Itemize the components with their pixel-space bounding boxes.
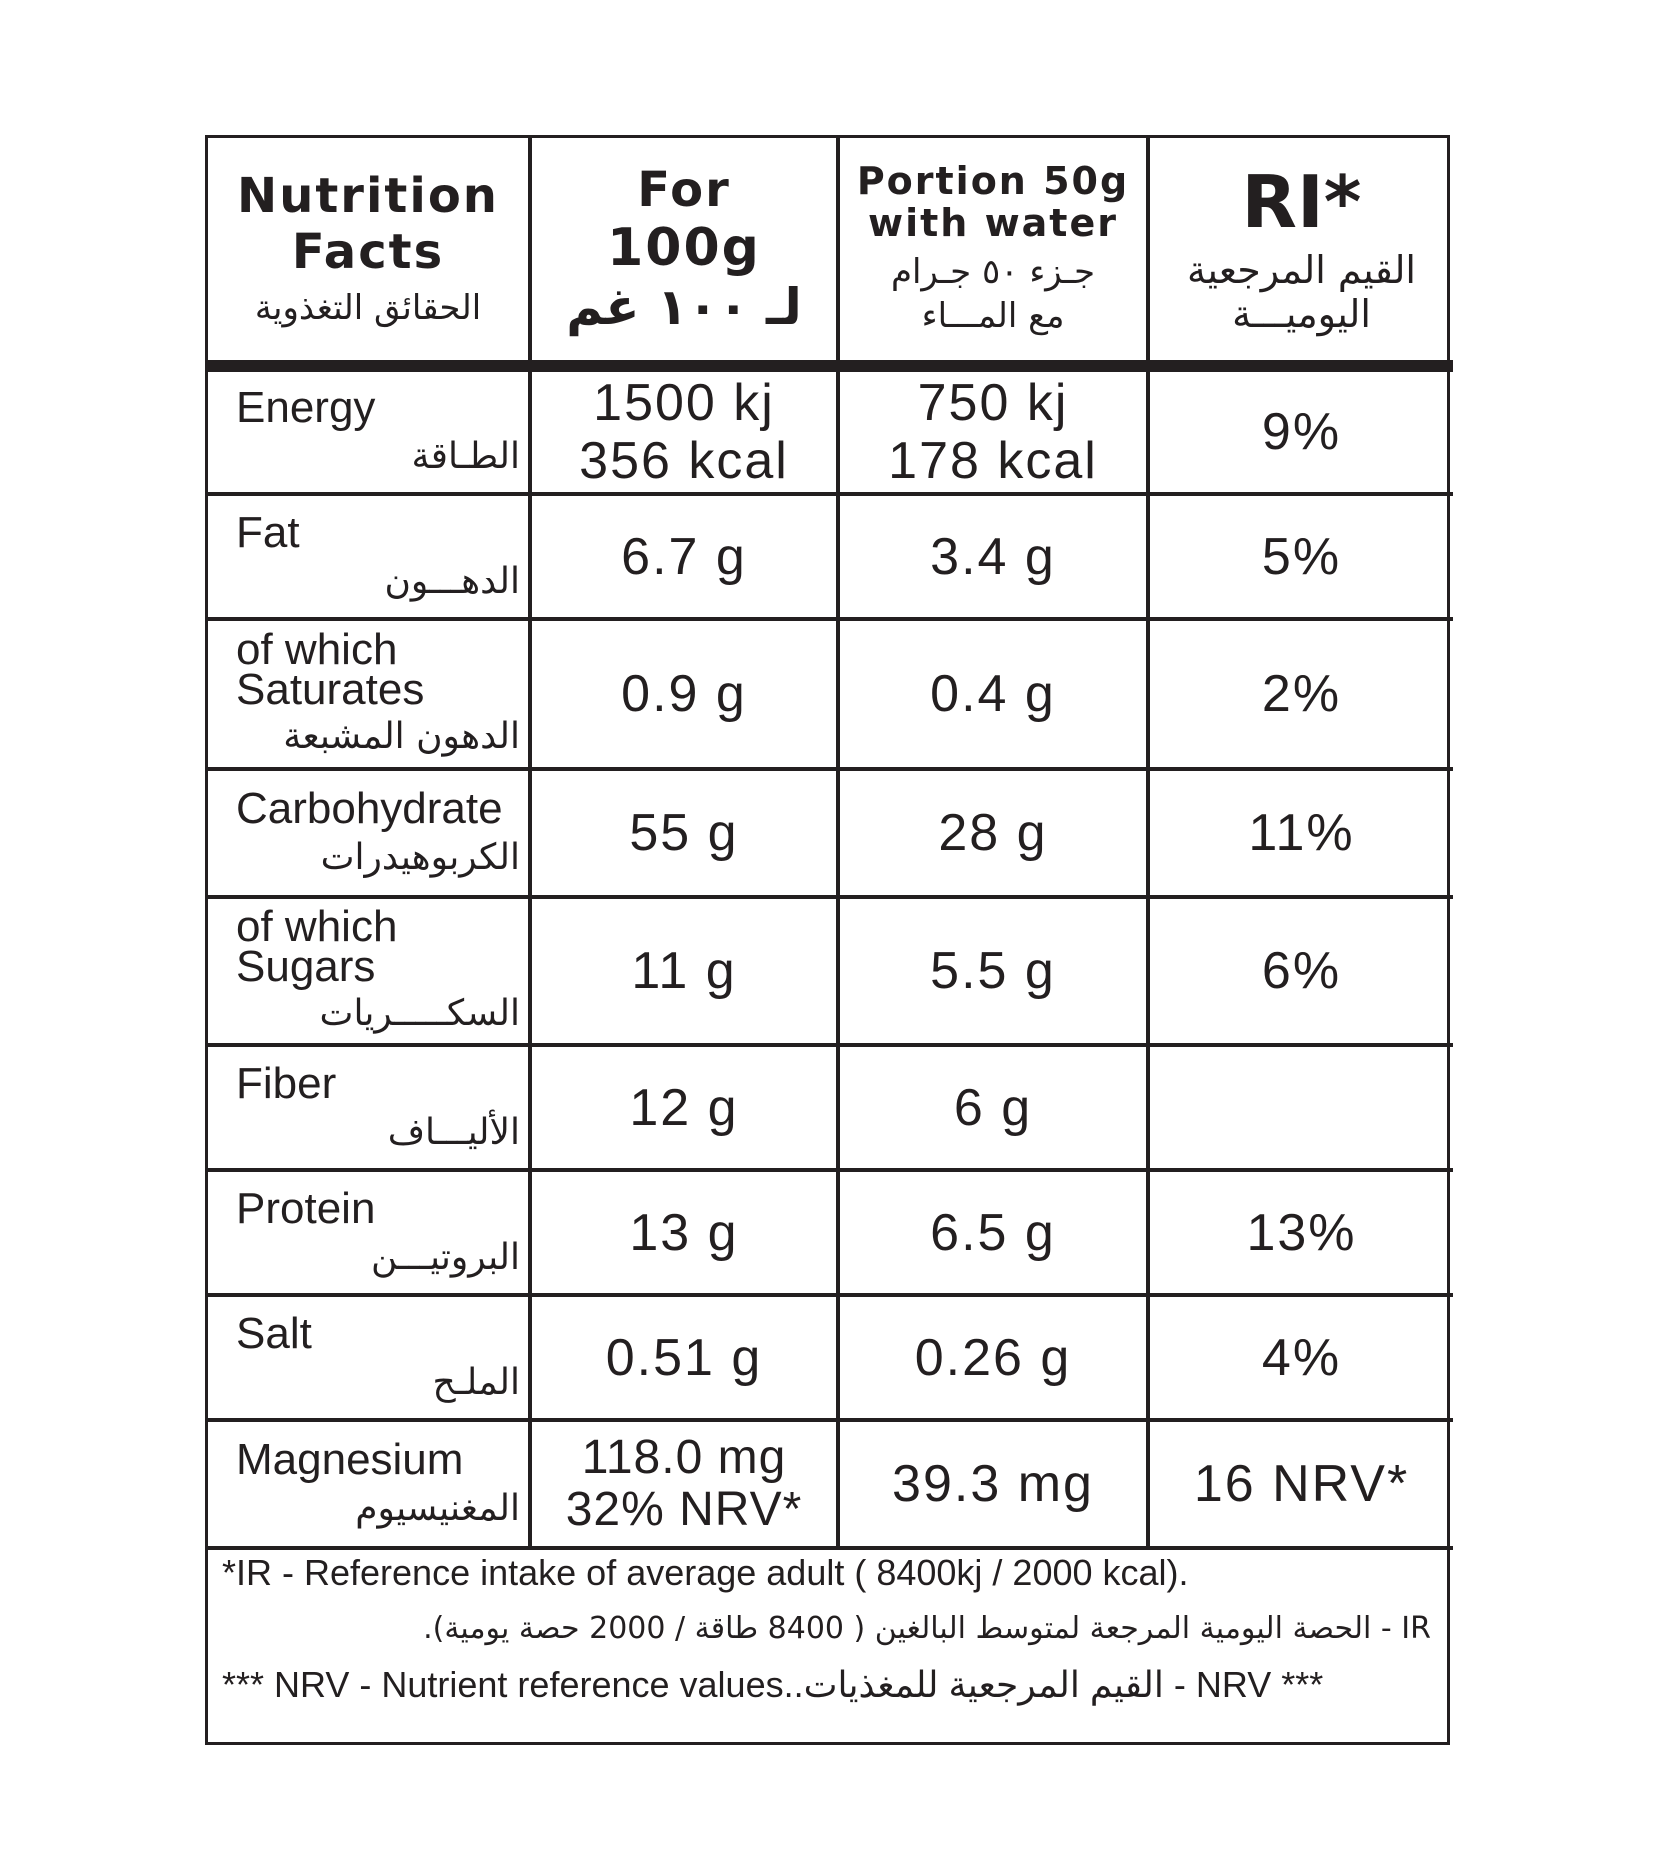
nutrient-name: Magnesium: [236, 1435, 464, 1484]
nutrient-name: Fat: [236, 507, 300, 557]
row-sugars: [208, 897, 1453, 1045]
nutrient-name: Carbohydrate: [236, 784, 503, 833]
per100-value: 6.7 g: [621, 527, 747, 586]
ri-value: 4%: [1261, 1328, 1342, 1387]
nutrient-name-cell: [208, 619, 530, 769]
header-title-line2: Facts: [291, 224, 445, 280]
nutrient-name-cell: [208, 1170, 530, 1295]
portion-value-cell: [838, 366, 1148, 494]
header-nutrition-facts: [208, 138, 530, 366]
nutrient-name-cell: [208, 494, 530, 619]
nutrient-name-arabic: الدهون المشبعة: [283, 716, 520, 757]
nutrient-name-cell: [208, 1295, 530, 1420]
nutrient-name-cell: [208, 1045, 530, 1170]
nutrient-name-arabic: الطـاقة: [411, 436, 520, 477]
per100-value: 55 g: [629, 804, 739, 862]
per100-energy-kcal: 356 kcal: [579, 432, 789, 490]
nutrient-name-line2: Sugars: [236, 942, 376, 991]
nutrient-name-arabic: الدهـــون: [384, 560, 520, 602]
header-portion-line2: with water: [867, 201, 1118, 245]
ri-value: 16 NRV*: [1193, 1455, 1410, 1513]
header-portion-line1: Portion 50g: [856, 159, 1130, 203]
header-ri-label: RI*: [1241, 160, 1362, 244]
portion-value-cell: [838, 769, 1148, 897]
per100-value: 0.9 g: [621, 665, 747, 723]
row-saturates: [208, 619, 1453, 769]
header-portion-arabic-line2: مع المـــاء: [921, 296, 1065, 336]
ri-value-cell: [1148, 1295, 1453, 1420]
portion-value-cell: [838, 494, 1148, 619]
row-fat: [208, 494, 1453, 619]
header-ri: [1148, 138, 1453, 366]
portion-value-cell: [838, 897, 1148, 1045]
portion-value: 6.5 g: [930, 1203, 1056, 1262]
ri-value: 2%: [1261, 665, 1342, 723]
header-title-line1: Nutrition: [237, 168, 499, 224]
nutrient-name-cell: [208, 366, 530, 494]
ri-value-cell: [1148, 619, 1453, 769]
header-title-arabic: الحقائق التغذوية: [254, 288, 482, 328]
per100-value-cell: [530, 1170, 838, 1295]
header-portion-arabic-line1: جـزء ٥٠ جـرام: [890, 252, 1096, 292]
portion-value-cell: [838, 1170, 1148, 1295]
header-ri-arabic-line1: القيم المرجعية: [1187, 248, 1416, 292]
header-portion: [838, 138, 1148, 366]
ri-value-cell: [1148, 897, 1453, 1045]
per100-value: 0.51 g: [605, 1328, 763, 1387]
header-per-100g: [530, 138, 838, 366]
portion-value: 6 g: [953, 1078, 1033, 1137]
ri-value-cell: [1148, 366, 1453, 494]
per100-value: 13 g: [629, 1203, 739, 1262]
header-100g-label: 100g: [607, 218, 761, 278]
portion-value: 39.3 mg: [892, 1455, 1094, 1513]
per100-value: 12 g: [629, 1078, 739, 1137]
footnote-ri-arabic: IR - الحصة اليومية المرجعة لمتوسط البالغين ( 8400 طاقة / 2000 حصة يومية).: [423, 1611, 1431, 1646]
ri-value-cell: [1148, 1170, 1453, 1295]
nutrient-name: Energy: [236, 383, 376, 432]
nutrient-name-arabic: السكـــــريات: [319, 993, 520, 1034]
per100-value-cell: [530, 769, 838, 897]
per100-energy-kj: 1500 kj: [593, 374, 775, 432]
nutrient-name: Salt: [236, 1308, 312, 1358]
nutrient-name-arabic: الأليـــاف: [387, 1111, 520, 1153]
ri-value-cell: [1148, 1045, 1453, 1170]
row-energy: [208, 366, 1453, 494]
per100-value-cell: [530, 619, 838, 769]
per100-value-cell: [530, 897, 838, 1045]
nutrient-name-line1: of which: [236, 625, 398, 674]
per100-value-cell: [530, 494, 838, 619]
row-carbohydrate: [208, 769, 1453, 897]
portion-value-cell: [838, 1295, 1148, 1420]
nutrient-name-arabic: البروتيـــن: [370, 1236, 520, 1278]
header-row: [208, 138, 1453, 366]
portion-value-cell: [838, 619, 1148, 769]
footnotes: [208, 1527, 1447, 1742]
per100-magnesium-nrv: 32% NRV*: [565, 1483, 803, 1536]
per100-magnesium-mg: 118.0 mg: [581, 1431, 787, 1484]
nutrient-name: Fiber: [236, 1058, 337, 1108]
ri-value: 11%: [1248, 804, 1355, 862]
header-ri-arabic-line2: اليوميـــة: [1232, 292, 1371, 336]
portion-energy-kcal: 178 kcal: [888, 432, 1098, 490]
portion-value-cell: [838, 1045, 1148, 1170]
row-salt: [208, 1295, 1453, 1420]
nutrient-name-arabic: الكربوهيدرات: [320, 837, 520, 878]
portion-value: 3.4 g: [930, 527, 1056, 586]
footnote-nrv: *** NRV - Nutrient reference values..القيم المرجعية للمغذيات - NRV ***: [222, 1664, 1324, 1705]
nutrient-name-arabic: الملـح: [432, 1361, 520, 1403]
nutrient-name-cell: [208, 897, 530, 1045]
nutrient-name: Protein: [236, 1183, 376, 1233]
per100-value-cell: [530, 366, 838, 494]
nutrient-name-arabic: المغنيسيوم: [355, 1488, 520, 1529]
nutrient-name-cell: [208, 769, 530, 897]
per100-value: 11 g: [631, 942, 737, 1000]
portion-value: 0.4 g: [930, 665, 1056, 723]
portion-value: 5.5 g: [930, 942, 1056, 1000]
nutrition-facts-label: [205, 135, 1450, 1745]
header-for-label: For: [637, 162, 731, 218]
ri-value: 5%: [1261, 527, 1342, 586]
row-fiber: [208, 1045, 1453, 1170]
ri-value-cell: [1148, 769, 1453, 897]
header-100g-arabic: لـ ١٠٠ غم: [566, 278, 802, 336]
ri-value: 9%: [1261, 403, 1342, 461]
per100-value-cell: [530, 1295, 838, 1420]
portion-value: 0.26 g: [914, 1328, 1072, 1387]
footnote-ri-english: *IR - Reference intake of average adult ( 8400kj / 2000 kcal).: [222, 1552, 1189, 1593]
portion-value: 28 g: [938, 804, 1048, 862]
ri-value-cell: [1148, 494, 1453, 619]
nutrition-table: [208, 138, 1453, 1550]
portion-energy-kj: 750 kj: [917, 374, 1069, 432]
per100-value-cell: [530, 1045, 838, 1170]
row-protein: [208, 1170, 1453, 1295]
ri-value: 13%: [1246, 1203, 1357, 1262]
nutrient-name-line2: Saturates: [236, 665, 425, 714]
ri-value: 6%: [1261, 942, 1342, 1000]
nutrient-name-line1: of which: [236, 902, 398, 951]
